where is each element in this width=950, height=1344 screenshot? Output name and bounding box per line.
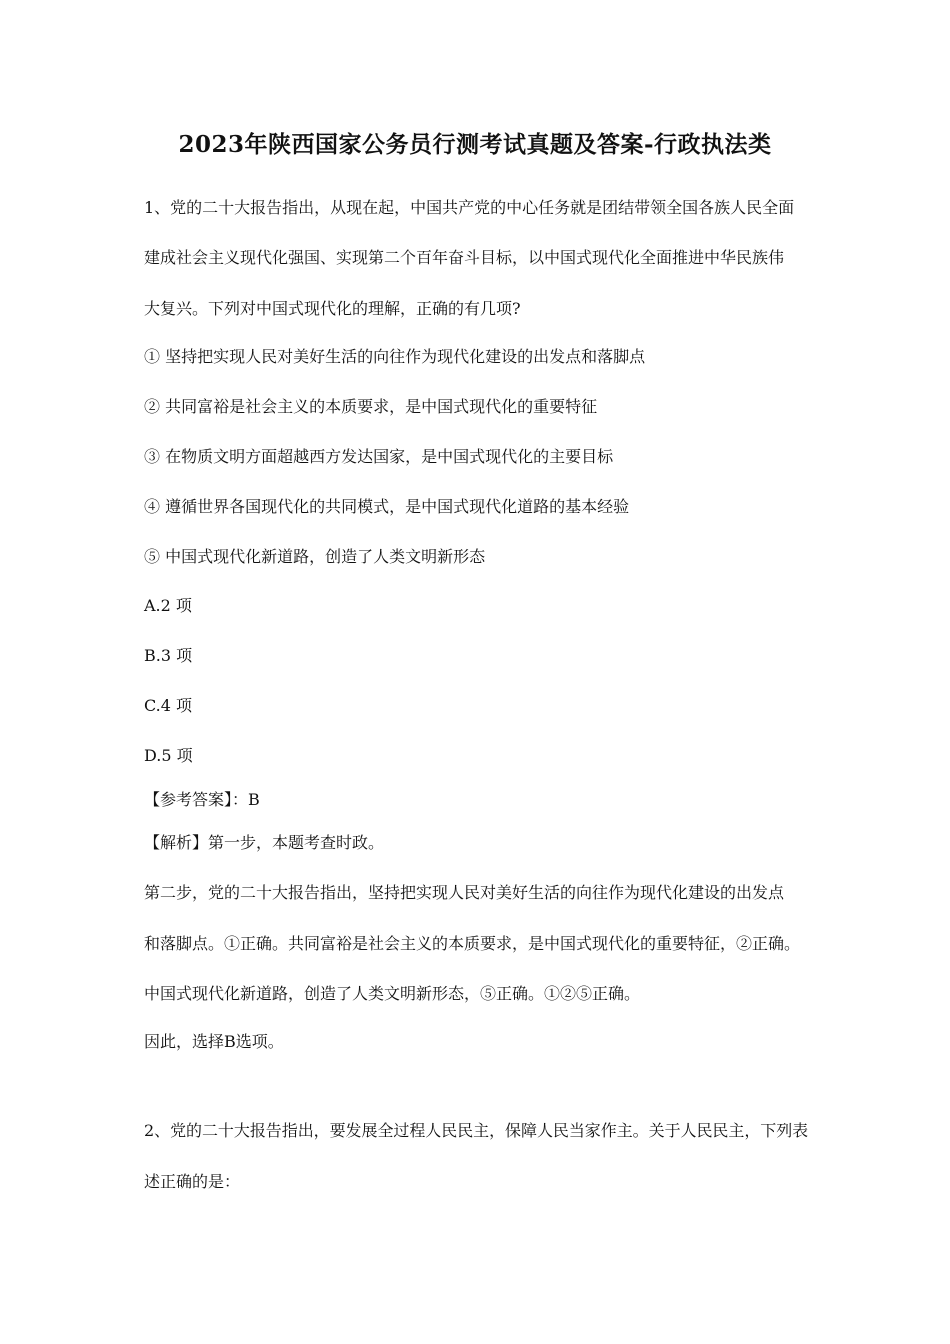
q1-statement-2: ② 共同富裕是社会主义的本质要求，是中国式现代化的重要特征 <box>144 397 598 416</box>
q1-analysis-line-1: 第二步，党的二十大报告指出，坚持把实现人民对美好生活的向往作为现代化建设的出发点 <box>144 883 785 902</box>
q2-stem-line-1: 2、党的二十大报告指出，要发展全过程人民民主，保障人民当家作主。关于人民民主，下列表 <box>144 1121 809 1140</box>
q1-statement-1: ① 坚持把实现人民对美好生活的向往作为现代化建设的出发点和落脚点 <box>144 347 646 366</box>
q1-option-d: D.5 项 <box>144 746 193 765</box>
q1-option-c: C.4 项 <box>144 696 193 715</box>
q1-stem-line-3: 大复兴。下列对中国式现代化的理解，正确的有几项? <box>144 299 521 318</box>
q1-option-b: B.3 项 <box>144 646 193 665</box>
q1-statement-3: ③ 在物质文明方面超越西方发达国家，是中国式现代化的主要目标 <box>144 447 614 466</box>
q1-conclusion: 因此，选择B选项。 <box>144 1032 284 1051</box>
q1-analysis-intro: 【解析】第一步，本题考查时政。 <box>144 833 385 852</box>
q1-stem-line-2: 建成社会主义现代化强国、实现第二个百年奋斗目标，以中国式现代化全面推进中华民族伟 <box>144 248 785 267</box>
q2-stem-line-2: 述正确的是： <box>144 1172 241 1191</box>
q1-answer: 【参考答案】：B <box>144 790 260 809</box>
q1-stem-line-1: 1、党的二十大报告指出，从现在起，中国共产党的中心任务就是团结带领全国各族人民全面 <box>144 198 795 217</box>
document-title: 2023年陕西国家公务员行测考试真题及答案-行政执法类 <box>178 131 772 158</box>
q1-analysis-line-2: 和落脚点。①正确。共同富裕是社会主义的本质要求，是中国式现代化的重要特征，②正确。 <box>144 934 801 953</box>
q1-statement-4: ④ 遵循世界各国现代化的共同模式，是中国式现代化道路的基本经验 <box>144 497 630 516</box>
q1-option-a: A.2 项 <box>144 596 192 615</box>
q1-analysis-line-3: 中国式现代化新道路，创造了人类文明新形态，⑤正确。①②⑤正确。 <box>144 984 641 1003</box>
q1-statement-5: ⑤ 中国式现代化新道路，创造了人类文明新形态 <box>144 547 486 566</box>
